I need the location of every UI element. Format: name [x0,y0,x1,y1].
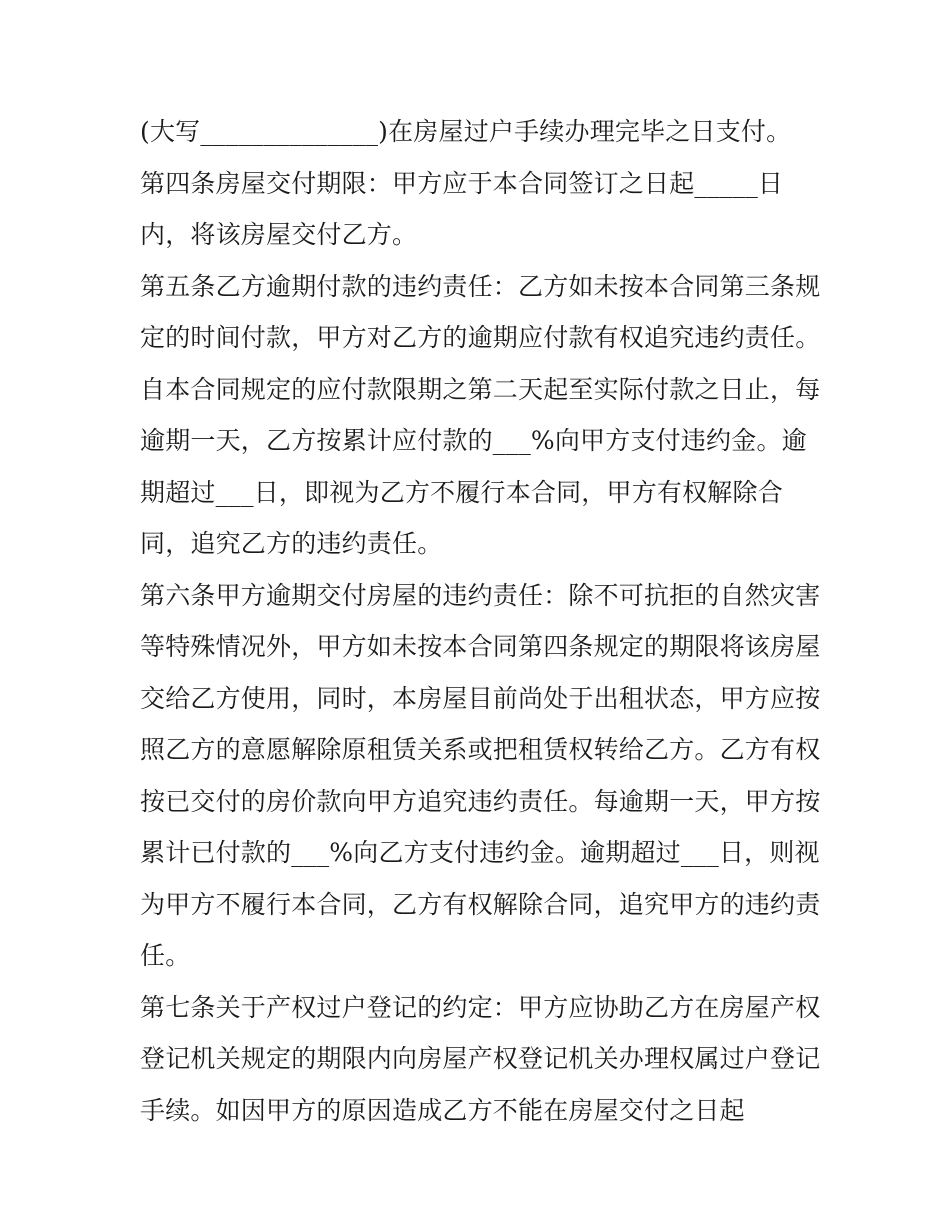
text-line: 第五条乙方逾期付款的违约责任：乙方如未按本合同第三条规 [140,271,821,301]
text-line: 同，追究乙方的违约责任。 [140,529,443,558]
text-line: 逾期一天，乙方按累计应付款的___%向甲方支付违约金。逾 [140,426,807,455]
text-line: 自本合同规定的应付款限期之第二天起至实际付款之日止，每 [140,374,821,404]
text-line: 交给乙方使用，同时，本房屋目前尚处于出租状态，甲方应按 [140,683,821,713]
text-line: (大写______________)在房屋过户手续办理完毕之日支付。 [140,117,792,146]
text-line: 第六条甲方逾期交付房屋的违约责任：除不可抗拒的自然灾害 [140,580,821,610]
text-line: 等特殊情况外，甲方如未按本合同第四条规定的期限将该房屋 [140,632,821,661]
text-line: 任。 [140,941,191,970]
text-line: 手续。如因甲方的原因造成乙方不能在房屋交付之日起 [140,1095,745,1125]
text-line: 第四条房屋交付期限：甲方应于本合同签订之日起_____日 [140,168,784,198]
text-line: 第七条关于产权过户登记的约定：甲方应协助乙方在房屋产权 [140,992,821,1022]
text-line: 照乙方的意愿解除原租赁关系或把租赁权转给乙方。乙方有权 [140,735,821,764]
text-line: 定的时间付款，甲方对乙方的逾期应付款有权追究违约责任。 [140,323,821,352]
text-line: 按已交付的房价款向甲方追究违约责任。每逾期一天，甲方按 [140,786,821,816]
text-line: 累计已付款的___%向乙方支付违约金。逾期超过___日，则视 [140,838,820,867]
document-body [140,106,830,1136]
text-line: 期超过___日，即视为乙方不履行本合同，甲方有权解除合 [140,477,783,507]
text-line: 为甲方不履行本合同，乙方有权解除合同，追究甲方的违约责 [140,889,821,919]
text-line: 登记机关规定的期限内向房屋产权登记机关办理权属过户登记 [140,1044,821,1073]
text-line: 内，将该房屋交付乙方。 [140,220,418,249]
